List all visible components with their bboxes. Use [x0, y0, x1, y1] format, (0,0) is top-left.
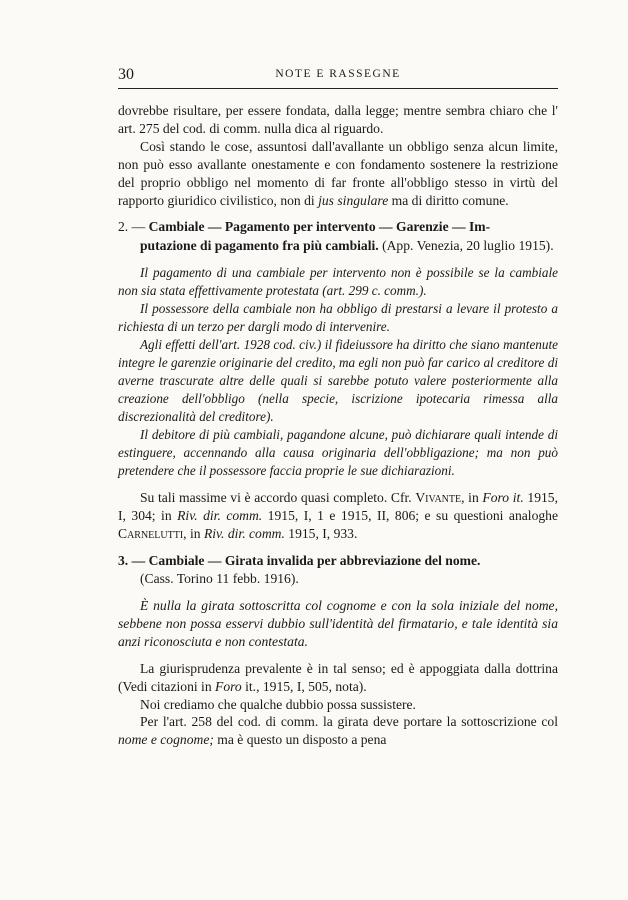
comment-text: Su tali massime vi è accordo quasi completo. Cfr.: [140, 489, 412, 505]
comment-text: 1915, I, 933.: [288, 525, 358, 541]
journal-riv: Riv. dir. comm.: [177, 507, 263, 523]
section-2-comment: [118, 489, 558, 543]
section-2-title-line-1: Cambiale — Pagamento per intervento — Garenzie — Im-: [148, 219, 491, 235]
maxim: Il possessore della cambiale non ha obbligo di prestarsi a levare il protesto a richiesta di un terzo per dargli modo di intervenire.: [118, 300, 558, 334]
running-header: [118, 64, 558, 86]
page-body: [118, 102, 558, 749]
page: [118, 64, 559, 748]
intro-tail-text: ma di diritto comune.: [391, 192, 509, 208]
section-3-title: 3. — Cambiale — Girata invalida per abbreviazione del nome.: [118, 552, 481, 568]
maxim: Il pagamento di una cambiale per intervento non è possibile se la cambiale non sia stata effettivamente protestata (art. 299 c. comm.).: [118, 264, 558, 298]
section-3-paragraph-1: [118, 660, 558, 696]
comment-text: , in: [461, 489, 479, 505]
nome-e-cognome-term: nome e cognome;: [118, 732, 214, 748]
intro-paragraph-2: [118, 138, 558, 210]
paragraph-text: Per l'art. 258 del cod. di comm. la girata deve portare la sottoscrizione col: [140, 714, 558, 730]
section-2-heading: [118, 218, 558, 254]
header-rule: [118, 88, 558, 89]
journal-riv: Riv. dir. comm.: [203, 525, 285, 541]
intro-paragraph-1: dovrebbe risultare, per essere fondata, dalla legge; mentre sembra chiaro che l' art. 275 del cod. di comm. nulla dica al riguardo.: [118, 103, 558, 136]
author-vivante: Vivante: [415, 489, 462, 505]
maxim: Agli effetti dell'art. 1928 cod. civ.) il fideiussore ha diritto che siano mantenute integre le garenzie originarie del credito, ma egli non può far carico al creditore di averne trascurate altre delle quali si sarebbe potuto valere posteriormente alla creazione dell'obbligo (nella specie, iscrizione ipotecaria rimessa alla discrezionalità del creditore).: [118, 336, 558, 424]
paragraph-text: ma è questo un disposto a pena: [217, 732, 387, 748]
section-3-heading: [118, 552, 558, 588]
intro-paragraph-2-text: Così stando le cose, assuntosi dall'avallante un obbligo senza alcun limite, non può esso avallante onestamente e con fondamento sostenere la restrizione del proprio obbligo nel momento di far fronte all'obbligo stesso in virtù del rapporto giuridico civilistico, non di: [118, 138, 558, 208]
paragraph-text: it., 1915, I, 505, nota).: [245, 678, 367, 694]
comment-text: 1915, I, 304; in: [118, 489, 558, 523]
author-carnelutti: Carnelutti: [118, 525, 184, 541]
section-2-title-line-2: putazione di pagamento fra più cambiali.: [140, 237, 379, 253]
section-3-maxim: È nulla la girata sottoscritta col cognome e con la sola iniziale del nome, sebbene non possa esservi dubbio sull'identità del firmatario, e tale identità sia anzi riconosciuta e non contestata.: [118, 597, 558, 649]
section-3-citation: (Cass. Torino 11 febb. 1916).: [140, 570, 299, 586]
section-2-number: 2. —: [118, 219, 146, 235]
comment-text: , in: [183, 525, 201, 541]
paragraph-text: La giurisprudenza prevalente è in tal senso; ed è appoggiata dalla dottrina (Vedi citazioni in: [118, 660, 558, 694]
maxim: Il debitore di più cambiali, pagandone alcune, può dichiarare quali intende di estinguere, accennando alla causa originaria dell'obbligazione; ma non può pretendere che il possessore faccia proprie le sue dichiarazioni.: [118, 426, 558, 478]
running-title: NOTE E RASSEGNE: [275, 68, 401, 80]
comment-text: 1915, I, 1 e 1915, II, 806; e su questioni analoghe: [267, 507, 559, 523]
journal-foro: Foro: [215, 678, 242, 694]
section-3-paragraph-2: Noi crediamo che qualche dubbio possa sussistere.: [140, 696, 416, 712]
section-3-paragraph-3: [118, 713, 558, 749]
section-2-heading-rest: [118, 237, 558, 255]
section-2-citation: (App. Venezia, 20 luglio 1915).: [382, 237, 554, 253]
page-number: 30: [118, 66, 134, 83]
section-2-maxims: [118, 264, 558, 480]
journal-foro: Foro it.: [482, 489, 524, 505]
jus-singulare-term: jus singulare: [318, 192, 389, 208]
